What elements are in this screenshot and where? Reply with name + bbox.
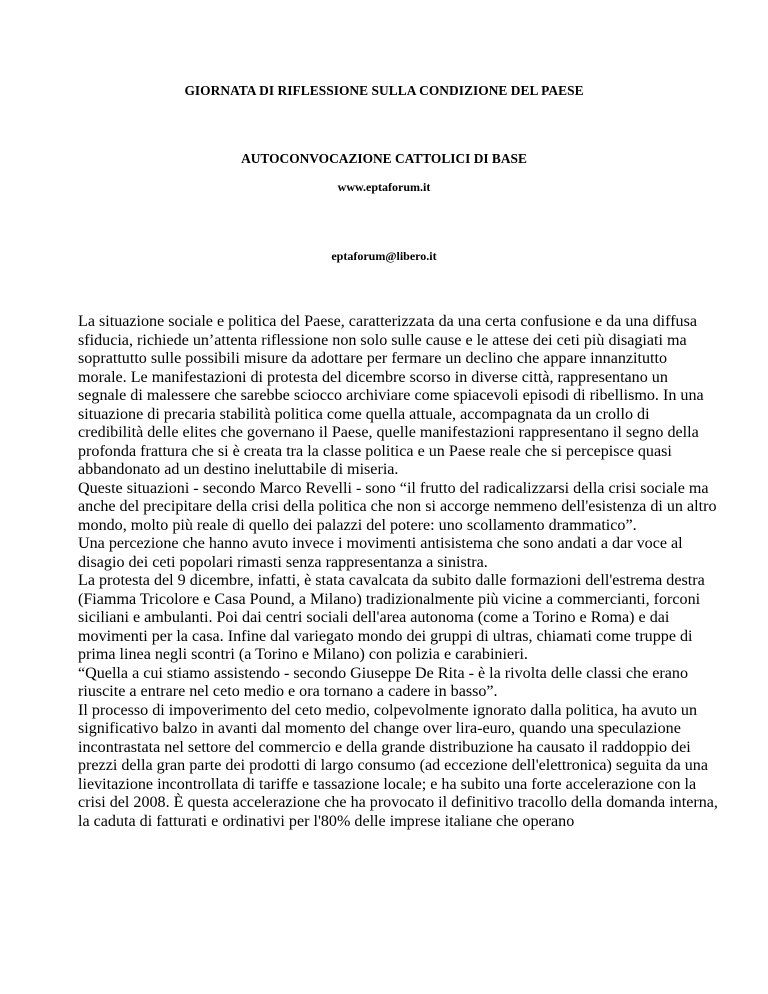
document-body [78, 313, 718, 831]
paragraph: Il processo di impoverimento del ceto medio, colpevolmente ignorato dalla politica, ha avuto un significativo balzo in avanti dal momento del change over lira-euro, quando una speculazione incontrastata nel settore del commercio e della grande distribuzione ha causato il raddoppio dei prezzi della gran parte dei prodotti di largo consumo (ad eccezione dell'elettronica) seguita da una lievitazione incontrollata di tariffe e tassazione locale; e ha subito una forte accelerazione con la crisi del 2008. È questa accelerazione che ha provocato il definitivo tracollo della domanda interna, la caduta di fatturati e ordinativi per l'80% delle imprese italiane che operano [78, 701, 718, 830]
document-subtitle: AUTOCONVOCAZIONE CATTOLICI DI BASE [241, 151, 527, 166]
paragraph: La protesta del 9 dicembre, infatti, è stata cavalcata da subito dalle formazioni dell'estrema destra (Fiamma Tricolore e Casa Pound, a Milano) tradizionalmente più vicine a commercianti, forconi siciliani e ambulanti. Poi dai centri sociali dell'area autonoma (come a Torino e Roma) e dai movimenti per la casa. Infine dal variegato mondo dei gruppi di ultras, chiamati come truppe di prima linea negli scontri (a Torino e Milano) con polizia e carabinieri. [78, 572, 705, 663]
document-title: GIORNATA DI RIFLESSIONE SULLA CONDIZIONE DEL PAESE [184, 83, 584, 98]
paragraph: La situazione sociale e politica del Paese, caratterizzata da una certa confusione e da una diffusa sfiducia, richiede un’attenta riflessione non solo sulle cause e le attese dei ceti più disagiati ma soprattutto sulle possibili misure da adottare per fermare un declino che appare innanzitutto morale. Le manifestazioni di protesta del dicembre scorso in diverse città, rappresentano un segnale di malessere che sarebbe sciocco archiviare come spiacevoli episodi di ribellismo. In una situazione di precaria stabilità politica come quella attuale, accompagnata da un crollo di credibilità delle elites che governano il Paese, quelle manifestazioni rappresentano il segno della profonda frattura che si è creata tra la classe politica e un Paese reale che si percepisce quasi abbandonato ad un destino ineluttabile di miseria. [78, 313, 704, 478]
website-text: www.eptaforum.it [337, 180, 431, 194]
paragraph: “Quella a cui stiamo assistendo - secondo Giuseppe De Rita - è la rivolta delle classi che erano riuscite a entrare nel ceto medio e ora tornano a cadere in basso”. [78, 664, 689, 700]
paragraph: Una percezione che hanno avuto invece i movimenti antisistema che sono andati a dar voce al disagio dei ceti popolari rimasti senza rappresentanza a sinistra. [78, 535, 683, 571]
paragraph: Queste situazioni - secondo Marco Revelli - sono “il frutto del radicalizzarsi della crisi sociale ma anche del precipitare della crisi della politica che non si accorge nemmeno dell'esistenza di un altro mondo, molto più reale di quello dei palazzi del potere: uno scollamento drammatico”. [78, 479, 717, 534]
email-text: eptaforum@libero.it [331, 249, 437, 263]
